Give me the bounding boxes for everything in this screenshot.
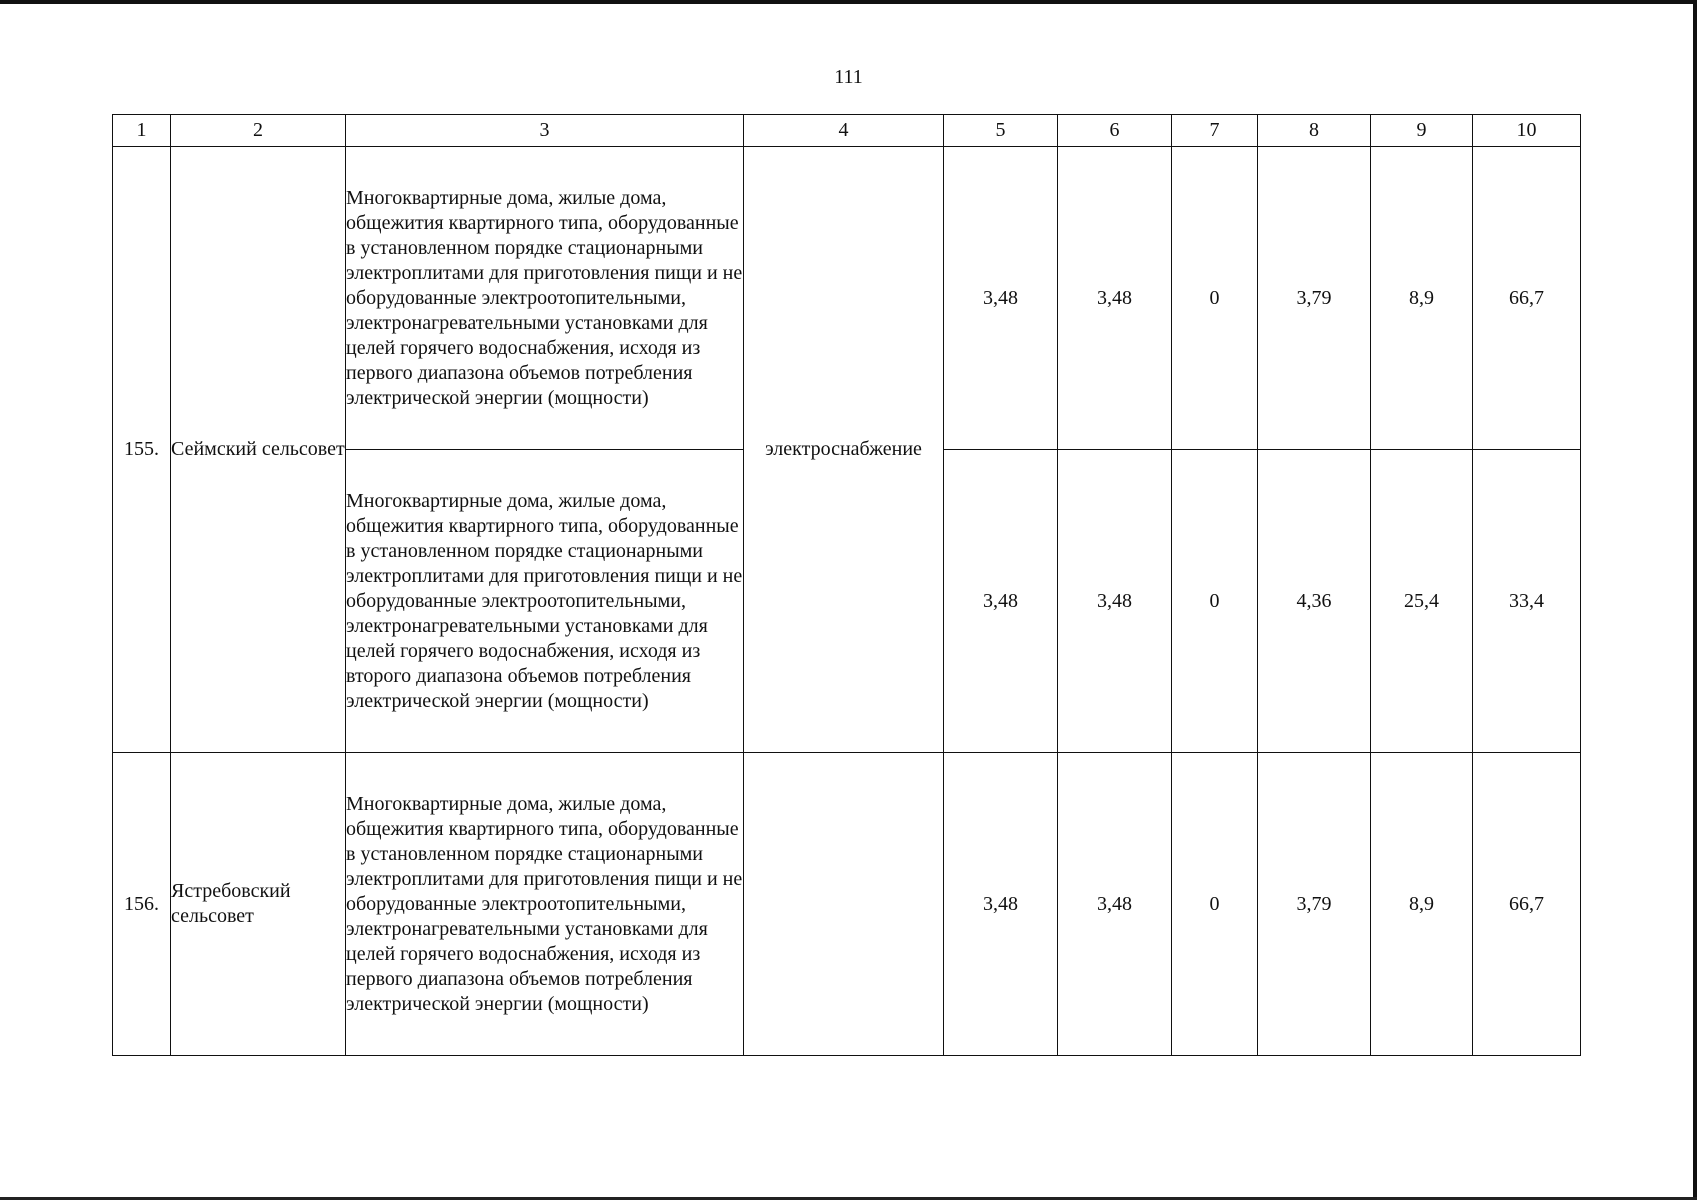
value-col-6: 3,48	[1058, 753, 1172, 1056]
value-col-8: 3,79	[1258, 147, 1371, 450]
header-row	[113, 115, 1581, 147]
value-col-9: 8,9	[1371, 753, 1473, 1056]
column-header-9: 9	[1371, 115, 1473, 147]
consumer-category-description: Многоквартирные дома, жилые дома, общежития квартирного типа, оборудованные в установленном порядке стационарными электроплитами для приготовления пищи и не оборудованные электроотопительными, электронагревательными установками для целей горячего водоснабжения, исходя из первого диапазона объемов потребления электрической энергии (мощности)	[346, 753, 744, 1056]
column-header-6: 6	[1058, 115, 1172, 147]
value-col-7: 0	[1172, 753, 1258, 1056]
column-header-4: 4	[744, 115, 944, 147]
value-col-9: 8,9	[1371, 147, 1473, 450]
column-header-5: 5	[944, 115, 1058, 147]
page-number: 111	[834, 66, 863, 88]
column-header-7: 7	[1172, 115, 1258, 147]
table-row	[113, 147, 1581, 450]
value-col-6: 3,48	[1058, 147, 1172, 450]
scan-border-top	[0, 0, 1697, 4]
column-header-1: 1	[113, 115, 171, 147]
column-header-3: 3	[346, 115, 744, 147]
row-index: 155.	[113, 147, 171, 753]
row-index: 156.	[113, 753, 171, 1056]
value-col-5: 3,48	[944, 147, 1058, 450]
consumer-category-description: Многоквартирные дома, жилые дома, общежития квартирного типа, оборудованные в установленном порядке стационарными электроплитами для приготовления пищи и не оборудованные электроотопительными, электронагревательными установками для целей горячего водоснабжения, исходя из первого диапазона объемов потребления электрической энергии (мощности)	[346, 147, 744, 450]
utility-service: электроснабжение	[744, 147, 944, 753]
value-col-7: 0	[1172, 147, 1258, 450]
column-header-8: 8	[1258, 115, 1371, 147]
column-header-10: 10	[1473, 115, 1581, 147]
settlement-name: Ястребовский сельсовет	[171, 753, 346, 1056]
scan-border-right	[1693, 0, 1697, 1200]
value-col-5: 3,48	[944, 450, 1058, 753]
table-row	[113, 753, 1581, 1056]
value-col-6: 3,48	[1058, 450, 1172, 753]
value-col-5: 3,48	[944, 753, 1058, 1056]
value-col-8: 4,36	[1258, 450, 1371, 753]
value-col-8: 3,79	[1258, 753, 1371, 1056]
utility-service	[744, 753, 944, 1056]
value-col-10: 66,7	[1473, 147, 1581, 450]
value-col-9: 25,4	[1371, 450, 1473, 753]
value-col-7: 0	[1172, 450, 1258, 753]
consumer-category-description: Многоквартирные дома, жилые дома, общежития квартирного типа, оборудованные в установленном порядке стационарными электроплитами для приготовления пищи и не оборудованные электроотопительными, электронагревательными установками для целей горячего водоснабжения, исходя из второго диапазона объемов потребления электрической энергии (мощности)	[346, 450, 744, 753]
settlement-name: Сеймский сельсовет	[171, 147, 346, 753]
value-col-10: 66,7	[1473, 753, 1581, 1056]
column-header-2: 2	[171, 115, 346, 147]
value-col-10: 33,4	[1473, 450, 1581, 753]
tariff-table	[112, 114, 1581, 1056]
